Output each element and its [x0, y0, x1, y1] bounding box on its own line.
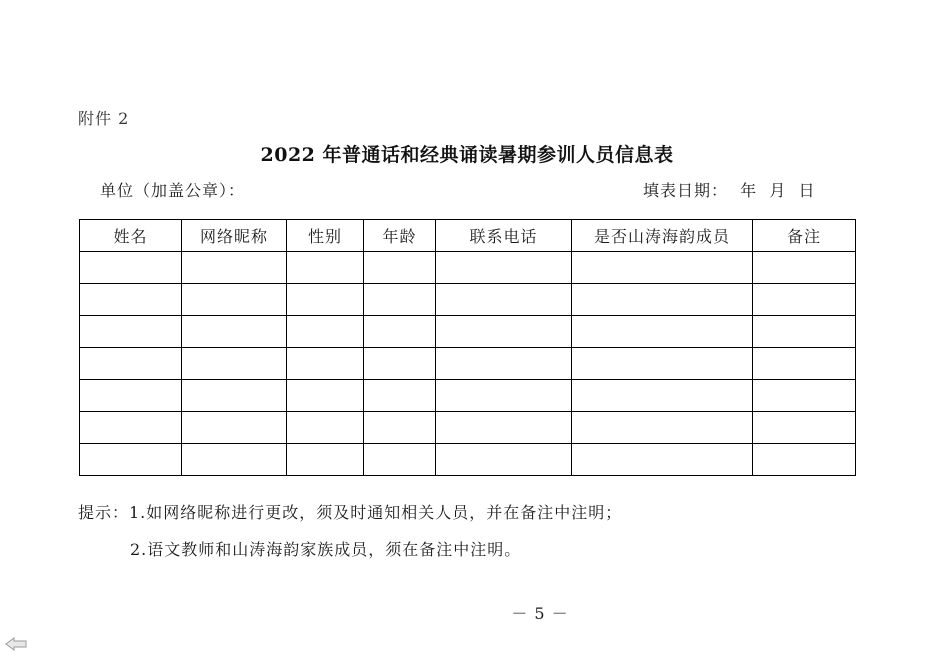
table-cell — [182, 316, 287, 348]
table-cell — [182, 284, 287, 316]
table-cell — [80, 444, 182, 476]
unit-label: 单位（加盖公章）： — [100, 181, 246, 200]
column-header-name: 姓名 — [80, 220, 182, 252]
table-cell — [436, 380, 572, 412]
table-cell — [80, 412, 182, 444]
table-row — [80, 380, 856, 412]
table-cell — [753, 380, 856, 412]
attachment-label: 附件 2 — [78, 109, 130, 128]
table-row — [80, 316, 856, 348]
column-header-age: 年龄 — [364, 220, 436, 252]
table-cell — [753, 444, 856, 476]
table-cell — [182, 380, 287, 412]
table-row — [80, 284, 856, 316]
table-cell — [436, 412, 572, 444]
table-cell — [287, 252, 364, 284]
table-cell — [287, 444, 364, 476]
table-cell — [572, 380, 753, 412]
note-line-2: 2.语文教师和山涛海韵家族成员，须在备注中注明。 — [130, 540, 522, 559]
table-cell — [572, 444, 753, 476]
table-row — [80, 412, 856, 444]
column-header-member: 是否山涛海韵成员 — [572, 220, 753, 252]
table-cell — [436, 252, 572, 284]
table-cell — [364, 444, 436, 476]
document-title: 2022 年普通话和经典诵读暑期参训人员信息表 — [260, 144, 674, 166]
table-cell — [572, 316, 753, 348]
table-cell — [287, 380, 364, 412]
table-cell — [572, 252, 753, 284]
table-cell — [287, 412, 364, 444]
table-cell — [572, 412, 753, 444]
column-header-remarks: 备注 — [753, 220, 856, 252]
table-cell — [80, 252, 182, 284]
table-cell — [182, 412, 287, 444]
table-cell — [80, 284, 182, 316]
table-cell — [182, 348, 287, 380]
column-header-gender: 性别 — [287, 220, 364, 252]
table-cell — [80, 316, 182, 348]
table-cell — [287, 284, 364, 316]
table-cell — [80, 348, 182, 380]
note-line-1: 提示：1.如网络昵称进行更改，须及时通知相关人员，并在备注中注明； — [78, 503, 623, 522]
table-cell — [753, 252, 856, 284]
table-cell — [572, 284, 753, 316]
table-cell — [753, 316, 856, 348]
table-cell — [364, 380, 436, 412]
table-cell — [364, 316, 436, 348]
table-cell — [287, 316, 364, 348]
table-cell — [364, 348, 436, 380]
table-cell — [753, 348, 856, 380]
table-cell — [287, 348, 364, 380]
table-cell — [572, 348, 753, 380]
table-cell — [364, 412, 436, 444]
table-cell — [364, 284, 436, 316]
table-cell — [182, 252, 287, 284]
table-row — [80, 444, 856, 476]
table-row — [80, 252, 856, 284]
table-cell — [753, 284, 856, 316]
table-cell — [80, 380, 182, 412]
table-cell — [436, 316, 572, 348]
table-cell — [436, 444, 572, 476]
info-table — [79, 219, 856, 476]
table-cell — [436, 348, 572, 380]
column-header-nickname: 网络昵称 — [182, 220, 287, 252]
fill-date-label: 填表日期： 年 月 日 — [643, 181, 816, 200]
table-cell — [364, 252, 436, 284]
table-cell — [753, 412, 856, 444]
page-number: － 5 － — [511, 604, 569, 623]
table-cell — [436, 284, 572, 316]
back-arrow-icon[interactable] — [4, 636, 28, 652]
column-header-phone: 联系电话 — [436, 220, 572, 252]
table-cell — [182, 444, 287, 476]
table-row — [80, 348, 856, 380]
table-header-row — [80, 220, 856, 252]
